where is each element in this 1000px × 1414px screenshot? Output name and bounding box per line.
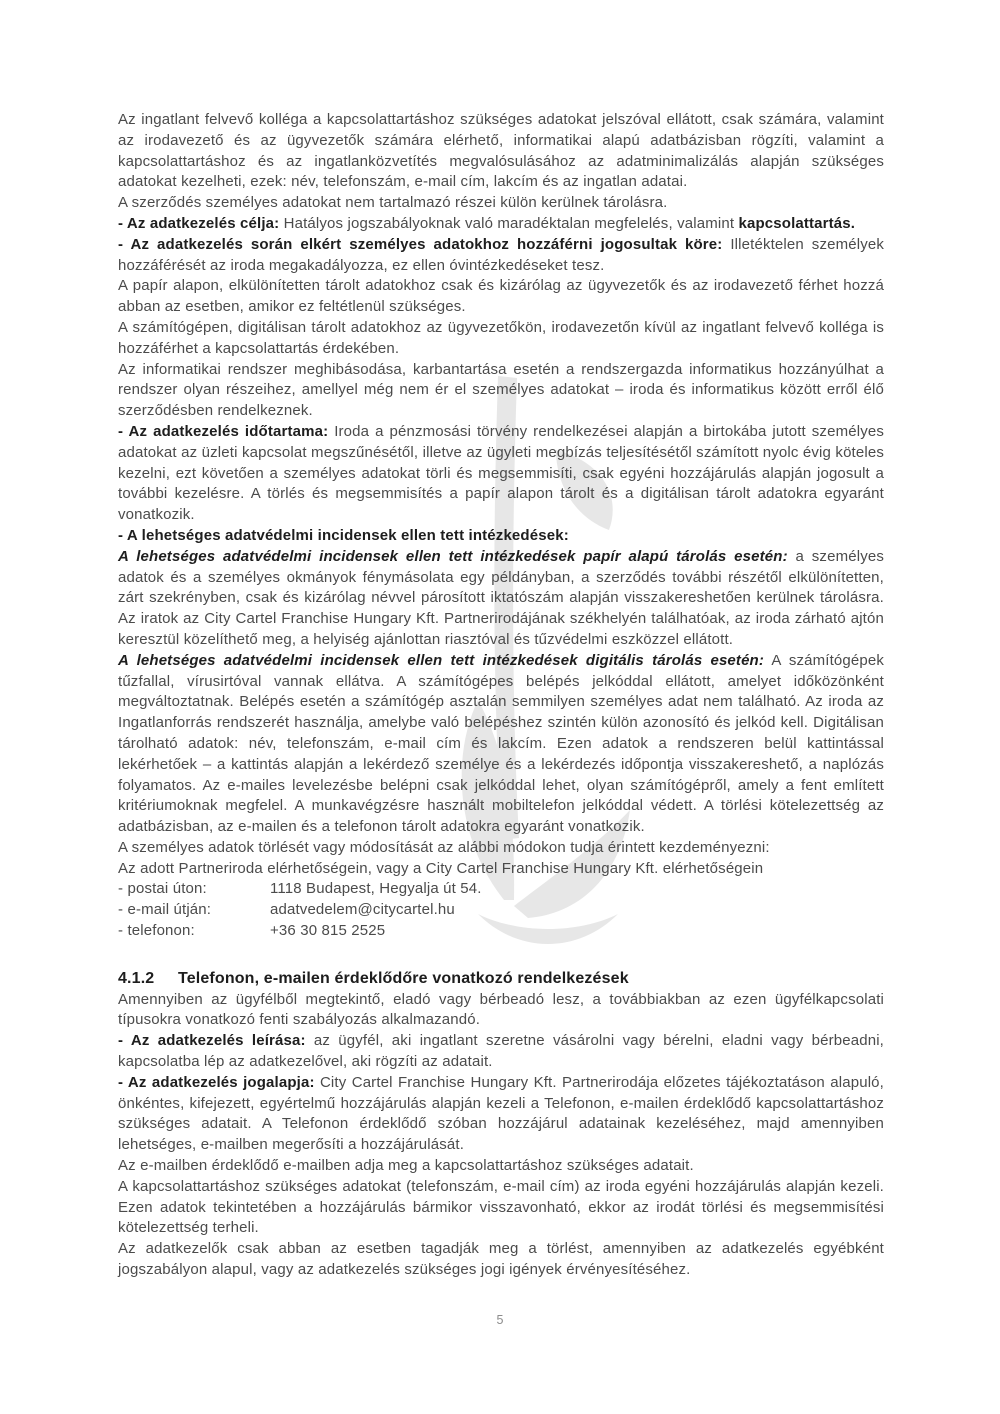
paragraph-bullet <box>118 1031 884 1073</box>
paragraph-text: Hatályos jogszabályoknak való maradéktalan megfelelés, valamint <box>279 214 739 232</box>
paragraph-text: Az adatkezelők csak abban az esetben tagadják meg a törlést, amennyiben az adatkezelés egyébként jogszabályon alapul, vagy az adatkezelés szükséges jogi igények érvényesítéséhez. <box>118 1240 884 1279</box>
paragraph-bullet <box>118 214 884 235</box>
paragraph-text: Az adott Partneriroda elérhetőségein, vagy a City Cartel Franchise Hungary Kft. elérhetőségein <box>118 859 764 877</box>
postal-address: 1118 Budapest, Hegyalja út 54. <box>270 880 482 898</box>
paragraph-text: A személyes adatok törlését vagy módosítását az alábbi módokon tudja érintett kezdeményezni: <box>118 838 770 856</box>
paragraph <box>118 990 884 1032</box>
phone-number: +36 30 815 2525 <box>270 922 386 940</box>
contact-row-phone <box>118 921 884 942</box>
page-number: 5 <box>496 1313 504 1327</box>
emphasis-text: kapcsolattartás. <box>738 214 856 232</box>
paragraph-text: Az informatikai rendszer meghibásodása, karbantartása esetén a rendszergazda informatikus hozzányúlhat a rendszer olyan részeihez, amellyel még nem ér el személyes adatokat – iroda és informatikus között erről élő szerződésben rendelkeznek. <box>118 360 884 420</box>
paragraph <box>118 276 884 318</box>
paragraph <box>118 859 884 880</box>
paragraph-text: Illetéktelen személyek hozzáférését az iroda megakadályozza, ez ellen óvintézkedéseket tesz. <box>118 235 884 274</box>
paragraph-text: A szerződés személyes adatokat nem tartalmazó részei külön kerülnek tárolásra. <box>118 194 668 212</box>
contact-label: - telefonon: <box>118 922 195 940</box>
paragraph-bullet <box>118 526 884 547</box>
section-title: Telefonon, e-mailen érdeklődőre vonatkozó rendelkezések <box>178 969 629 987</box>
paragraph-text: A kapcsolattartáshoz szükséges adatokat (telefonszám, e-mail cím) az iroda egyéni hozzájárulás alapján kezeli. Ezen adatok tekintetében a hozzájárulás bármikor visszavonható, ekkor az irodát törlési és megsemmisítési kötelezettség terheli. <box>118 1177 884 1237</box>
section-heading-4-1-2 <box>118 969 884 990</box>
paragraph <box>118 110 884 193</box>
contact-row-postal <box>118 879 884 900</box>
contact-row-email <box>118 900 884 921</box>
paragraph-text: az ügyfél, aki ingatlant szeretne vásárolni vagy bérelni, eladni vagy bérbeadni, kapcsolatba lép az adatkezelővel, aki rögzíti az adatait. <box>118 1032 885 1071</box>
bullet-label: - Az adatkezelés célja: <box>118 214 280 232</box>
paragraph-measures-digital <box>118 651 884 838</box>
paragraph <box>118 838 884 859</box>
contact-label: - postai úton: <box>118 880 207 898</box>
paragraph-text: Amennyiben az ügyfélből megtekintő, eladó vagy bérbeadó lesz, a továbbiakban az ezen ügyfélkapcsolati típusokra vonatkozó fenti szabályozás alkalmazandó. <box>118 990 884 1029</box>
paragraph-text: A számítógépen, digitálisan tárolt adatokhoz az ügyvezetőkön, irodavezetőn kívül az ingatlant felvevő kolléga is hozzáférhet a kapcsolattartás érdekében. <box>118 318 884 357</box>
paragraph-text: A számítógépek tűzfallal, vírusirtóval vannak ellátva. A számítógépes belépés jelkóddal ellátott, amelyet időközönként megváltoztatnak. Belépés esetén a számítógép asztalán semmilyen személyes adat nem található. Az iroda az Ingatlanforrás rendszerét használja, amelybe való belépéshez szintén külön azonosító és jelkód kell. Digitálisan tárolható adatok: név, telefonszám, e-mail cím és lakcím. Ezen adatok a rendszeren belül kattintással lekérhetőek – a kattintás alapján a lekérdező személye és a lekérdezés időpontja visszakereshető, a naplózás folyamatos. Az e-mailes levelezésbe belépni csak jelkóddal lehet, olyan számítógépről, amely a fent említett kritériumoknak megfelel. A munkavégzésre használt mobiltelefon jelkóddal védett. A törlési kötelezettség az adatbázisban, az e-mailen és a telefonon tárolt adatokra egyaránt vonatkozik. <box>118 651 885 836</box>
paragraph <box>118 1156 884 1177</box>
bullet-label: - Az adatkezelés során elkért személyes adatokhoz hozzáférni jogosultak köre: <box>118 235 723 253</box>
paragraph-text: A papír alapon, elkülönítetten tárolt adatokhoz csak és kizárólag az ügyvezetők és az irodavezető férhet hozzá abban az esetben, amikor ez feltétlenül szükséges. <box>118 277 884 316</box>
paragraph-bullet <box>118 235 884 277</box>
bold-italic-lead: A lehetséges adatvédelmi incidensek ellen tett intézkedések papír alapú tárolás esetén: <box>118 547 788 565</box>
paragraph-text: Az e-mailben érdeklődő e-mailben adja meg a kapcsolattartáshoz szükséges adatait. <box>118 1157 694 1175</box>
bullet-label: - Az adatkezelés jogalapja: <box>118 1073 315 1091</box>
bullet-label: - Az adatkezelés leírása: <box>118 1032 306 1050</box>
section-number: 4.1.2 <box>118 969 155 987</box>
paragraph <box>118 1177 884 1239</box>
bullet-label: - A lehetséges adatvédelmi incidensek ellen tett intézkedések: <box>118 526 569 544</box>
bold-italic-lead: A lehetséges adatvédelmi incidensek ellen tett intézkedések digitális tárolás esetén: <box>118 651 765 669</box>
paragraph-text: a személyes adatok és a személyes okmányok fénymásolata egy példányban, a szerződés további részétől elkülönítetten, zárt szekrényben, csak és kizárólag névvel párosított iktatószám alapján visszakereshetően kerülnek tárolásra. Az iratok az City Cartel Franchise Hungary Kft. Partnerirodájának székhelyén találhatóak, az iroda zárható ajtón keresztül közelíthető meg, a helyiség ajánlottan riasztóval és tűzvédelmi eszközzel ellátott. <box>118 547 884 648</box>
paragraph-measures-paper <box>118 547 884 651</box>
contact-label: - e-mail útján: <box>118 901 212 919</box>
paragraph <box>118 318 884 360</box>
paragraph <box>118 360 884 422</box>
paragraph-bullet <box>118 422 884 526</box>
paragraph-text: Iroda a pénzmosási törvény rendelkezései alapján a birtokába jutott személyes adatokat az üzleti kapcsolat megszűnésétől, illetve az ügyleti megbízás teljesítésétől számított nyolc évig köteles kezelni, ezt követően a személyes adatokat törli és megsemmisíti, csak egyéni hozzájárulás alapján jogosult a további kezelésre. A törlés és megsemmisítés a papír alapon tárolt és a digitálisan tárolt adatokra egyaránt vonatkozik. <box>118 422 884 524</box>
paragraph-bullet <box>118 1073 884 1156</box>
paragraph-text: City Cartel Franchise Hungary Kft. Partnerirodája előzetes tájékoztatáson alapuló, önkéntes, kifejezett, egyértelmű hozzájárulás alapján kezeli a Telefonon, e-mailen érdeklődő kapcsolattartáshoz szükséges adatait. A Telefonon érdeklődő szóban hozzájárul adatainak kezeléséhez, majd amennyiben lehetséges, e-mailben megerősíti a hozzájárulását. <box>118 1073 884 1154</box>
document-body <box>118 110 884 1281</box>
paragraph <box>118 1239 884 1281</box>
paragraph-text: Az ingatlant felvevő kolléga a kapcsolattartáshoz szükséges adatokat jelszóval ellátott, csak számára, valamint az irodavezető és az ügyvezetők számára elérhető, informatikai alapú adatbázisban rögzíti, valamint a kapcsolattartáshoz és az ingatlanközvetítés megvalósulásához az adatminimalizálás alapján szükséges adatokat kezelheti, ezek: név, telefonszám, e-mail cím, lakcím és az ingatlan adatai. <box>118 111 884 191</box>
paragraph <box>118 193 884 214</box>
email-address: adatvedelem@citycartel.hu <box>270 901 455 919</box>
bullet-label: - Az adatkezelés időtartama: <box>118 422 329 440</box>
